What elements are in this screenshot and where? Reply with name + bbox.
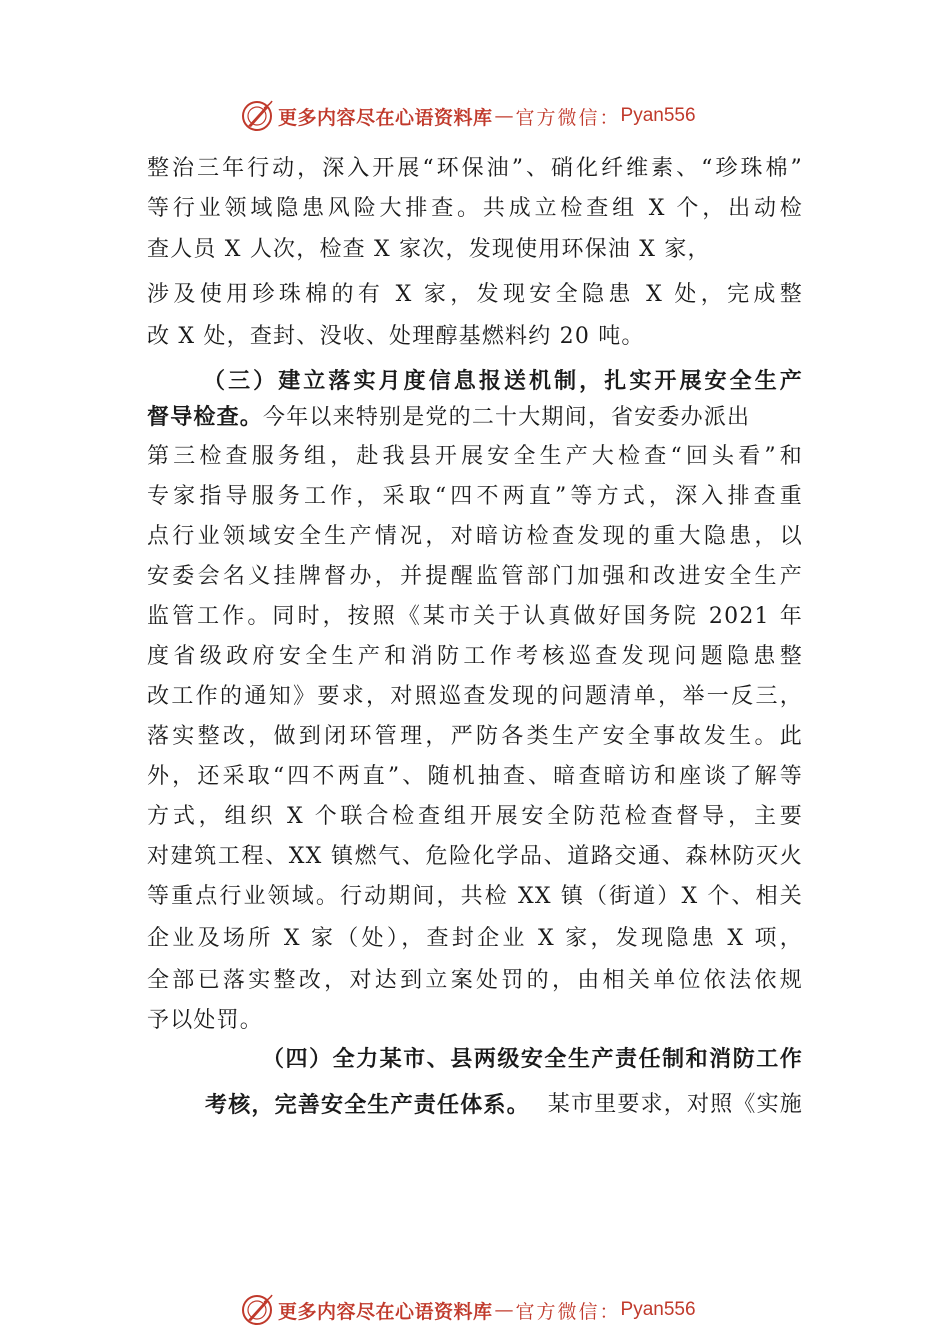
body-line: 点行业领域安全生产情况，对暗访检查发现的重大隐患，以 bbox=[147, 524, 803, 549]
body-line: 安委会名义挂牌督办，并提醒监管部门加强和改进安全生产 bbox=[147, 564, 803, 589]
watermark-header bbox=[240, 96, 696, 136]
body-line: 改 X 处，查封、没收、处理醇基燃料约 20 吨。 bbox=[147, 324, 645, 349]
watermark-wechat-id: Pyan556 bbox=[620, 105, 696, 126]
body-line: 落实整改，做到闭环管理，严防各类生产安全事故发生。此 bbox=[147, 724, 803, 749]
body-line: 整治三年行动，深入开展“环保油”、硝化纤维素、“珍珠棉” bbox=[147, 156, 803, 181]
watermark-brand: 更多内容尽在心语资料库 bbox=[278, 106, 493, 129]
body-line: 专家指导服务工作，采取“四不两直”等方式，深入排查重 bbox=[147, 484, 803, 509]
watermark-wechat-id: Pyan556 bbox=[620, 1299, 696, 1320]
body-line: 全部已落实整改，对达到立案处罚的，由相关单位依法依规 bbox=[147, 968, 803, 993]
body-line: 查人员 X 人次，检查 X 家次，发现使用环保油 X 家， bbox=[147, 237, 711, 262]
body-line: 度省级政府安全生产和消防工作考核巡查发现问题隐患整 bbox=[147, 644, 803, 669]
body-line: 第三检查服务组，赴我县开展安全生产大检查“回头看”和 bbox=[147, 444, 803, 469]
heading-tail: 督导检查。 bbox=[147, 404, 264, 430]
watermark-label: 官方微信： bbox=[515, 1300, 621, 1323]
paragraph-start: 某市里要求，对照《实施 bbox=[547, 1092, 803, 1117]
paragraph-start: 今年以来特别是党的二十大期间，省安委办派出 bbox=[263, 405, 751, 430]
section-heading-4-cont bbox=[205, 1090, 803, 1120]
body-line: 外，还采取“四不两直”、随机抽查、暗查暗访和座谈了解等 bbox=[147, 764, 803, 789]
body-line: 监管工作。同时，按照《某市关于认真做好国务院 2021 年 bbox=[147, 604, 803, 629]
body-line: 等行业领域隐患风险大排查。共成立检查组 X 个，出动检 bbox=[147, 196, 803, 221]
body-line: 改工作的通知》要求，对照巡查发现的问题清单，举一反三， bbox=[147, 684, 803, 709]
section-heading-3-cont bbox=[147, 402, 750, 433]
section-heading-3: （三）建立落实月度信息报送机制，扎实开展安全生产 bbox=[203, 368, 803, 394]
quill-logo-icon bbox=[240, 1293, 274, 1327]
section-heading-4: （四）全力某市、县两级安全生产责任制和消防工作 bbox=[262, 1046, 803, 1072]
body-line: 企业及场所 X 家（处），查封企业 X 家，发现隐患 X 项， bbox=[147, 926, 803, 951]
watermark-separator: — bbox=[494, 1299, 514, 1321]
body-line: 予以处罚。 bbox=[147, 1008, 264, 1033]
quill-logo-icon bbox=[240, 99, 274, 133]
body-line: 涉及使用珍珠棉的有 X 家，发现安全隐患 X 处，完成整 bbox=[147, 282, 803, 307]
watermark-label: 官方微信： bbox=[515, 106, 621, 129]
body-line: 等重点行业领域。行动期间，共检 XX 镇（街道）X 个、相关 bbox=[147, 884, 803, 909]
watermark-separator: — bbox=[494, 105, 514, 127]
watermark-brand: 更多内容尽在心语资料库 bbox=[278, 1300, 493, 1323]
body-line: 对建筑工程、XX 镇燃气、危险化学品、道路交通、森林防灭火 bbox=[147, 844, 803, 869]
heading-tail: 考核，完善安全生产责任体系。 bbox=[205, 1092, 530, 1118]
body-line: 方式，组织 X 个联合检查组开展安全防范检查督导，主要 bbox=[147, 804, 803, 829]
watermark-footer bbox=[240, 1290, 696, 1330]
